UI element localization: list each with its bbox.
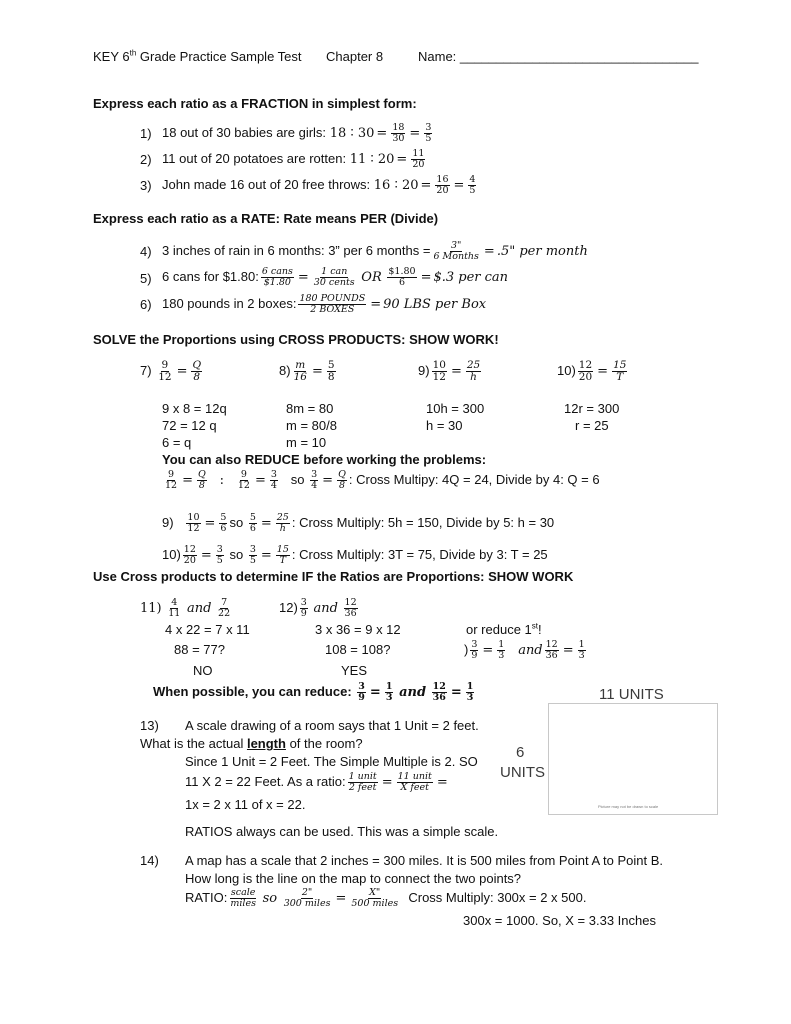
q13-line2: What is the actual length of the room?: [140, 736, 363, 751]
reduce-first-fractions: ) $\frac{3}{9}$ = $\frac{1}{3}$ and $\frac{12}{36}$ = $\frac{1}{3}$: [464, 639, 585, 662]
p10-work-1: 12r = 300: [564, 401, 620, 416]
p9-work-1: 10h = 300: [426, 401, 485, 416]
q11-answer: NO: [193, 663, 213, 678]
q5-line: 6 cans for $1.80: $\frac{\text{6 cans}}{\$1.80}$ = $\frac{\text{1 can}}{\text{30 cents}}$ OR $\frac{\$1.80}{6}$ = $.3 per can: [162, 266, 509, 289]
q13-num: 13): [140, 718, 159, 733]
p10-work-2: r = 25: [575, 418, 609, 433]
figure-side-units: UNITS: [500, 764, 545, 781]
reduce-heading: You can also REDUCE before working the problems:: [162, 452, 487, 467]
header-chapter: Chapter 8: [326, 49, 384, 64]
q13-line3: Since 1 Unit = 2 Feet. The Simple Multiple is 2. SO: [185, 754, 478, 769]
p8-work-2: m = 80/8: [286, 418, 337, 433]
q11-work-1: 4 x 22 = 7 x 11: [165, 622, 250, 637]
reduce-row-10: 10) $\frac{12}{20}$ = $\frac{3}{5}$ so $\frac{3}{5}$ = $\frac{15}{T}$ : Cross Multiply: 3T = 75, Divide by 3: T = 25: [162, 544, 548, 567]
q2-num: 2): [140, 152, 152, 167]
reduce-first-label: or reduce 1st!: [466, 621, 542, 637]
q6-num: 6): [140, 297, 152, 312]
q13-line6: RATIOS always can be used. This was a simple scale.: [185, 824, 499, 839]
section3-heading: SOLVE the Proportions using CROSS PRODUCTS: SHOW WORK!: [93, 332, 499, 347]
q6-line: 180 pounds in 2 boxes: $\frac{\text{180 POUNDS}}{\text{2 BOXES}}$ = 90 LBS per Box: [162, 293, 487, 316]
q2-line: 11 out of 20 potatoes are rotten: 11 ∶ 20 = $\frac{11}{20}$: [162, 148, 425, 171]
q13-line1: A scale drawing of a room says that 1 Unit = 2 feet.: [185, 718, 479, 733]
q12-answer: YES: [341, 663, 368, 678]
q12-pair: 12) $\frac{3}{9}$ and $\frac{12}{36}$: [279, 597, 357, 620]
figure-top-label: 11 UNITS: [599, 686, 664, 703]
q13-line4: 11 X 2 = 22 Feet. As a ratio: $\frac{\text{1 unit}}{\text{2 feet}}$ = $\frac{\text{11 unit}}{\text{X feet}}$ =: [185, 771, 448, 794]
q4-num: 4): [140, 244, 152, 259]
q5-num: 5): [140, 271, 152, 286]
room-scale-figure: [548, 703, 718, 815]
p8-work-1: 8m = 80: [286, 401, 334, 416]
section4-heading: Use Cross products to determine IF the Ratios are Proportions: SHOW WORK: [93, 569, 574, 584]
p8-proportion: 8) $\frac{m}{16}$ = $\frac{5}{8}$: [279, 359, 335, 384]
p10-proportion: 10) $\frac{12}{20}$ = $\frac{15}{T}$: [557, 359, 627, 384]
header-title: KEY 6th Grade Practice Sample Test: [93, 48, 302, 64]
q14-ratio-line: RATIO: $\frac{\text{scale}}{\text{miles}}$ so $\frac{2"}{\text{300 miles}}$ = $\frac{X"}{\text{500 miles}}$ Cross Multiply: 300x = 2 x 500.: [185, 887, 587, 910]
p9-proportion: 9) $\frac{10}{12}$ = $\frac{25}{h}$: [418, 359, 481, 384]
q14-line4: 300x = 1000. So, X = 3.33 Inches: [463, 913, 656, 928]
header-name-line: Name: _________________________________: [418, 49, 699, 64]
q1-num: 1): [140, 126, 152, 141]
p8-work-3: m = 10: [286, 435, 327, 450]
q12-work-2: 108 = 108?: [325, 642, 391, 657]
q3-line: John made 16 out of 20 free throws: 16 ∶ 20 = $\frac{16}{20}$ = $\frac{4}{5}$: [162, 174, 476, 197]
section2-heading: Express each ratio as a RATE: Rate means PER (Divide): [93, 211, 439, 226]
q1-line: 18 out of 30 babies are girls: 18 ∶ 30 = $\frac{18}{30}$ = $\frac{3}{5}$: [162, 122, 432, 145]
p7-work-2: 72 = 12 q: [162, 418, 217, 433]
q14-line2: How long is the line on the map to connect the two points?: [185, 871, 522, 886]
section1-heading: Express each ratio as a FRACTION in simplest form:: [93, 96, 417, 111]
reduce-row-7: $\frac{9}{12}$ = $\frac{Q}{8}$ : $\frac{9}{12}$ = $\frac{3}{4}$ so $\frac{3}{4}$ = $\frac{Q}{8}$ : Cross Multipy: 4Q = 24, Divide by 4: Q = 6: [165, 469, 600, 492]
p7-proportion: 7) $\frac{9}{12}$ = $\frac{Q}{8}$: [140, 359, 202, 384]
q13-line5: 1x = 2 x 11 of x = 22.: [185, 797, 306, 812]
q11-work-2: 88 = 77?: [174, 642, 225, 657]
reduce-row-9: 9) $\frac{10}{12}$ = $\frac{5}{6}$ so $\frac{5}{6}$ = $\frac{25}{h}$ : Cross Multiply: 5h = 150, Divide by 5: h = 30: [162, 512, 555, 535]
q4-line: 3 inches of rain in 6 months: 3” per 6 months = $\frac{3"}{\text{6 Months}}$ = .5" per month: [162, 240, 588, 263]
p9-work-2: h = 30: [426, 418, 463, 433]
figure-caption: Picture may not be drawn to scale: [598, 804, 659, 809]
q14-num: 14): [140, 853, 159, 868]
q14-line1: A map has a scale that 2 inches = 300 miles. It is 500 miles from Point A to Point B.: [185, 853, 663, 868]
p7-work-3: 6 = q: [162, 435, 192, 450]
figure-side-number: 6: [516, 744, 525, 761]
q11-pair: 11) $\frac{4}{11}$ and $\frac{7}{22}$: [140, 597, 231, 620]
q12-work-1: 3 x 36 = 9 x 12: [315, 622, 401, 637]
q3-num: 3): [140, 178, 152, 193]
reduce-note: When possible, you can reduce: $\frac{3}{9}$ = $\frac{1}{3}$ and $\frac{12}{36}$ = $\frac{1}{3}$: [153, 681, 474, 704]
p7-work-1: 9 x 8 = 12q: [162, 401, 227, 416]
